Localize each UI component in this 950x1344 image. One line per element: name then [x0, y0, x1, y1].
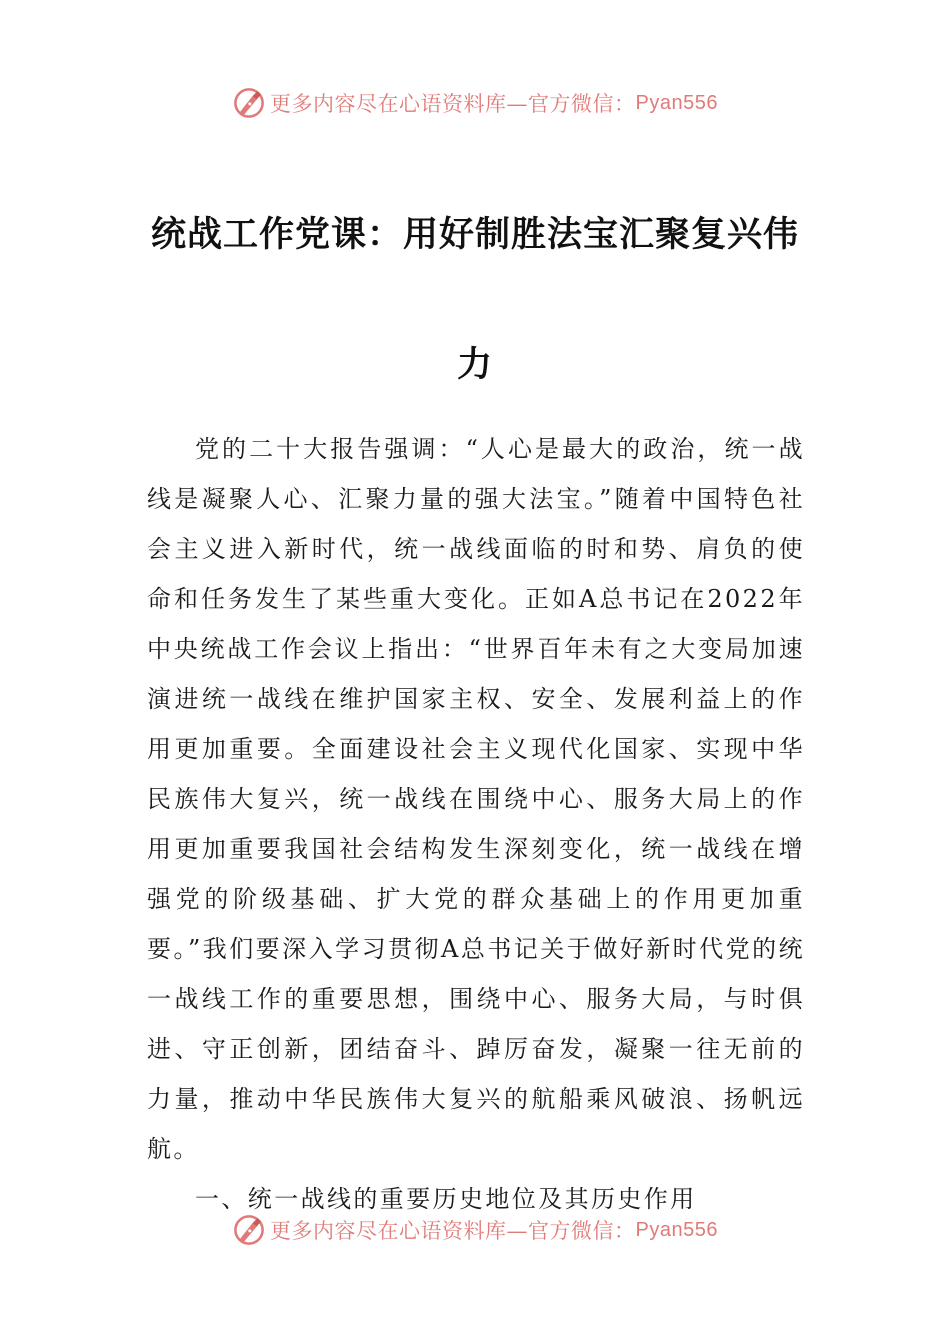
- title-line-1: 统战工作党课：用好制胜法宝汇聚复兴伟: [150, 215, 799, 255]
- watermark-text: 更多内容尽在心语资料库—官方微信：: [270, 92, 636, 116]
- document-body: [147, 424, 805, 1224]
- pen-nib-logo-icon: [232, 1213, 266, 1247]
- title-line-2: 力: [456, 345, 493, 385]
- document-title: [148, 170, 802, 430]
- section-heading: 一、统一战线的重要历史地位及其历史作用: [195, 1185, 697, 1213]
- body-paragraph: 党的二十大报告强调：“人心是最大的政治，统一战线是凝聚人心、汇聚力量的强大法宝。”随着中国特色社会主义进入新时代，统一战线面临的时和势、肩负的使命和任务发生了某些重大变化。正如A总书记在2022年中央统战工作会议上指出：“世界百年未有之大变局加速演进统一战线在维护国家主权、安全、发展利益上的作用更加重要。全面建设社会主义现代化国家、实现中华民族伟大复兴，统一战线在围绕中心、服务大局上的作用更加重要我国社会结构发生深刻变化，统一战线在增强党的阶级基础、扩大党的群众基础上的作用更加重要。”我们要深入学习贯彻A总书记关于做好新时代党的统一战线工作的重要思想，围绕中心、服务大局，与时俱进、守正创新，团结奋斗、踔厉奋发，凝聚一往无前的力量，推动中华民族伟大复兴的航船乘风破浪、扬帆远航。: [147, 435, 805, 1163]
- watermark-text: 更多内容尽在心语资料库—官方微信：: [270, 1219, 636, 1243]
- pen-nib-logo-icon: [232, 86, 266, 120]
- header-watermark: [0, 83, 950, 123]
- footer-watermark: [0, 1210, 950, 1250]
- watermark-brand: Pyan556: [635, 91, 718, 114]
- watermark-brand: Pyan556: [635, 1218, 718, 1241]
